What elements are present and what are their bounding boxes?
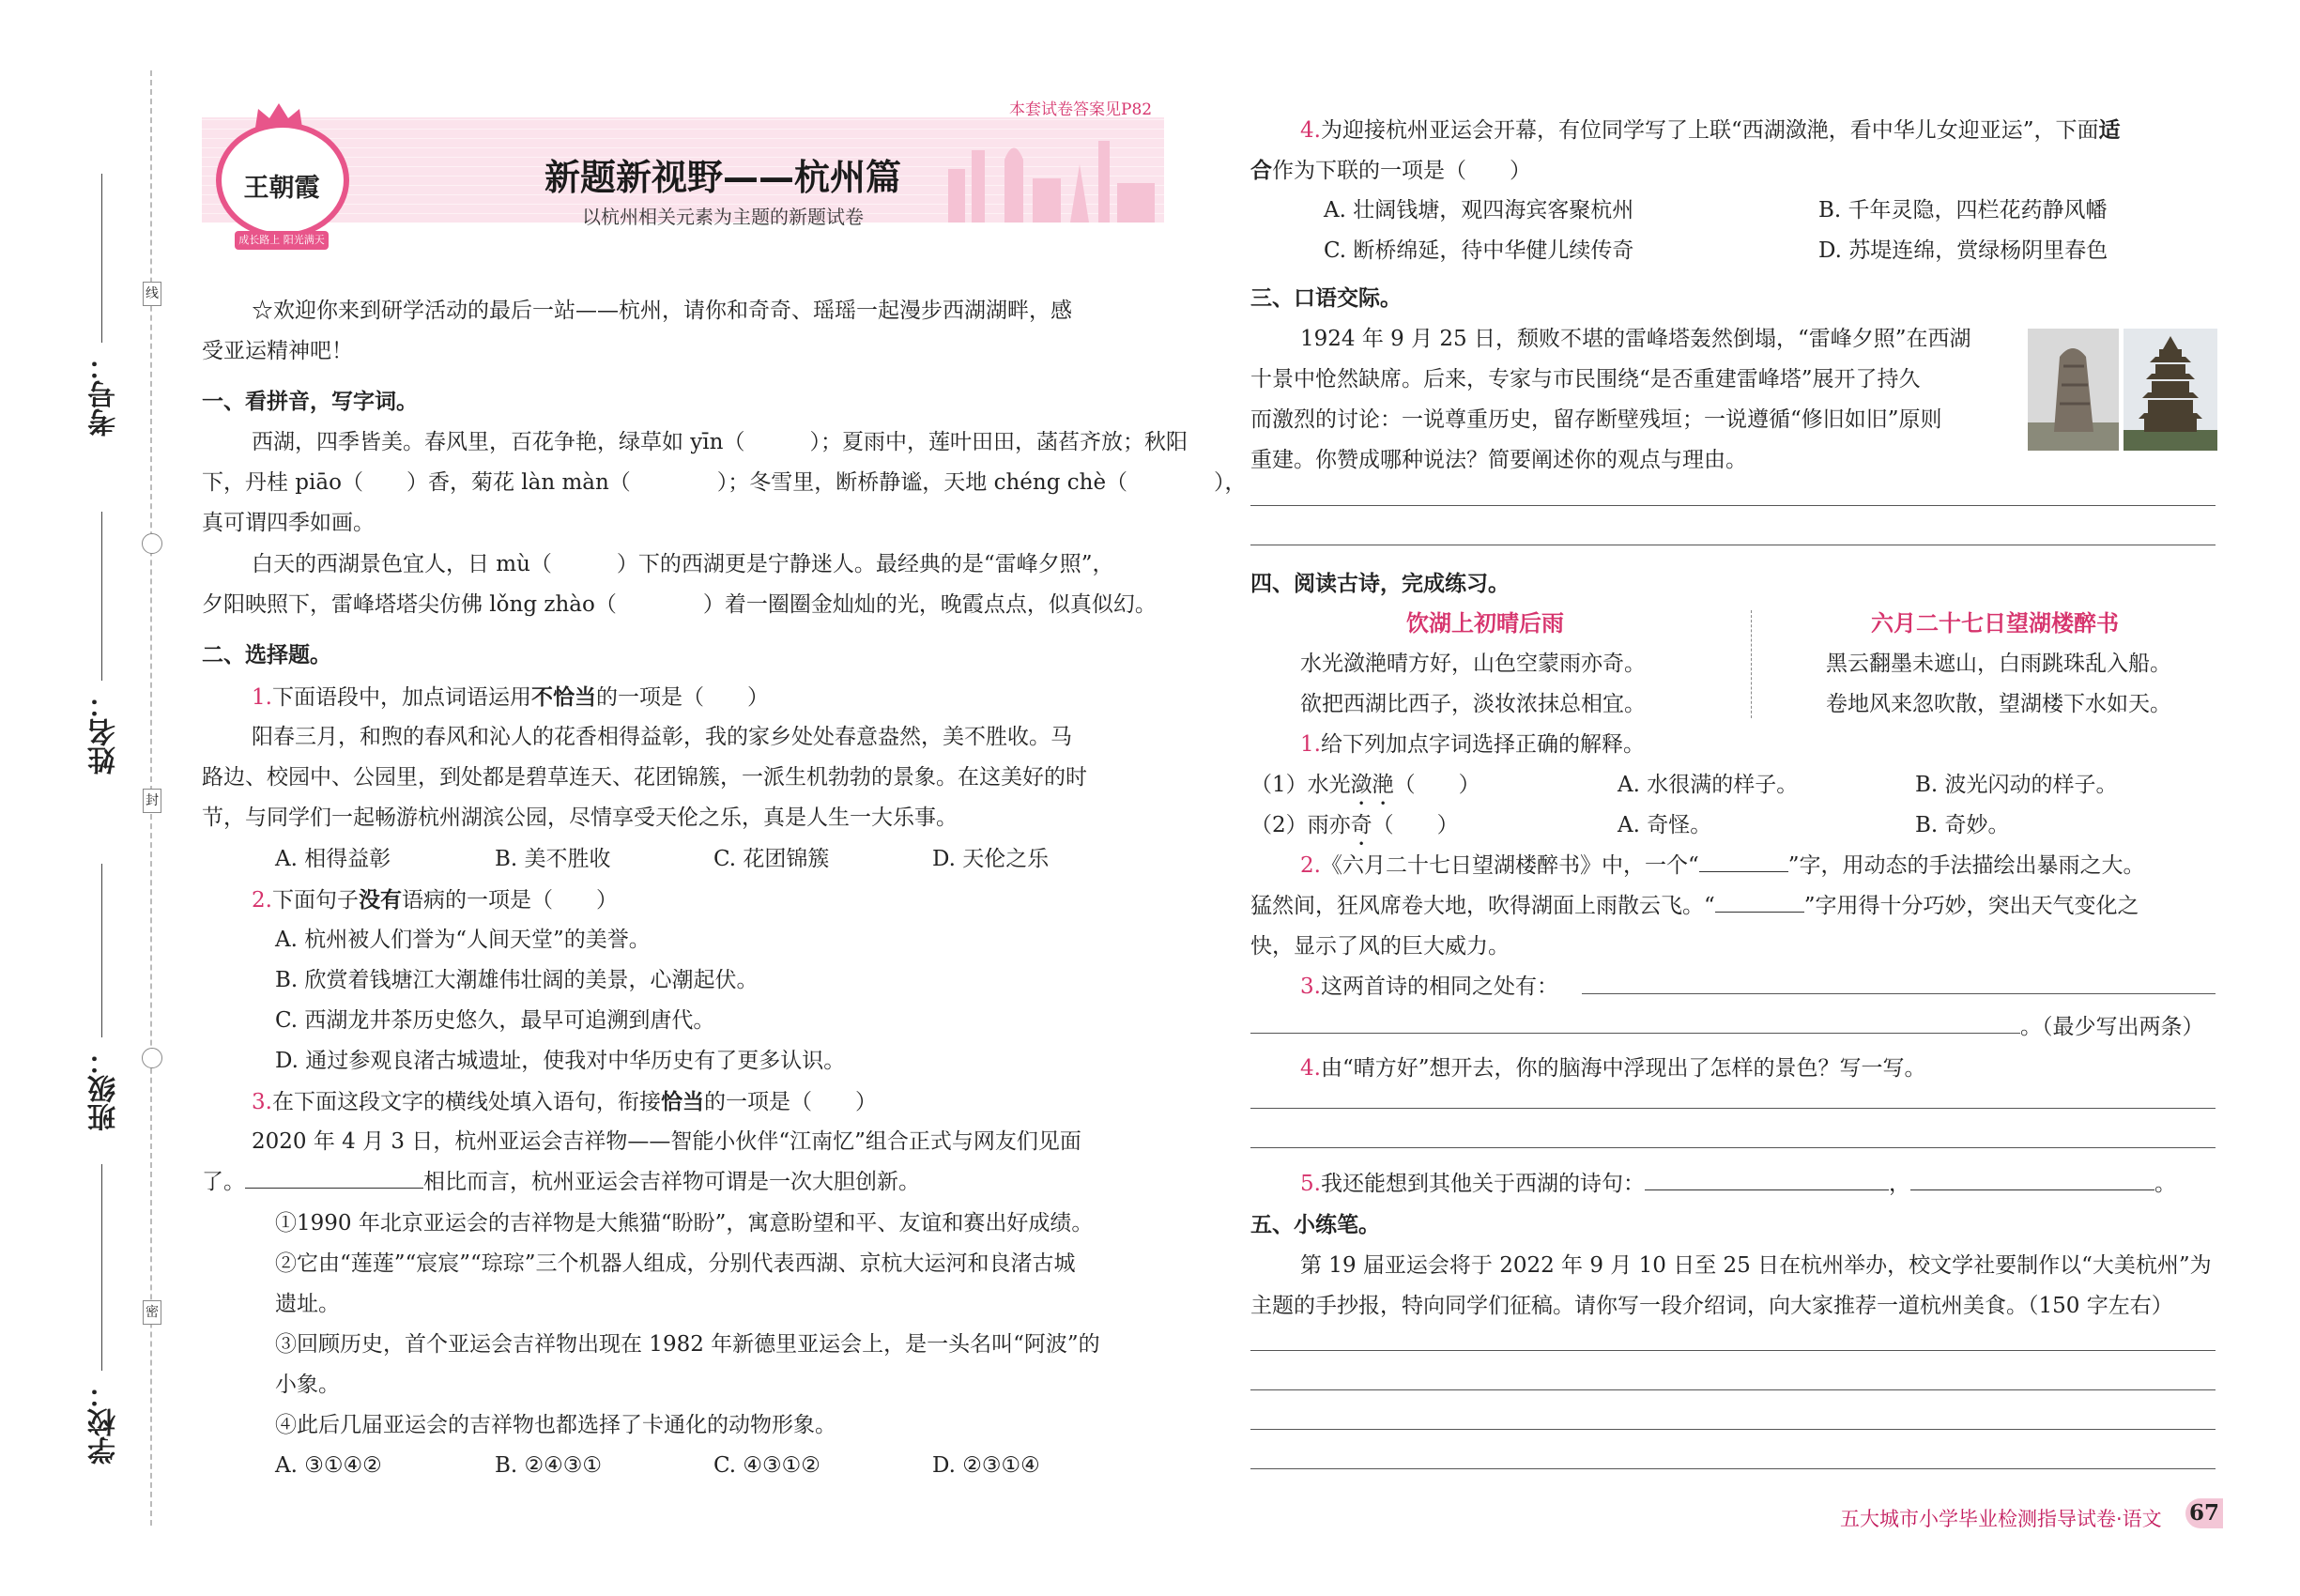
s4-q2-line3: 快，显示了风的巨大威力。 xyxy=(1250,934,1510,959)
s3-para-4: 重建。你赞成哪种说法？简要阐述你的观点与理由。 xyxy=(1250,448,1747,472)
s2-q1-para-2: 路边、校园中、公园里，到处都是碧草连天、花团锦簇，一派生机勃勃的景象。在这美好的时 xyxy=(202,765,1087,790)
label-banji: 班级： xyxy=(88,1047,121,1131)
s1-p2-line1: 白天的西湖景色宜人，日 mù（ ）下的西湖更是宁静迷人。最经典的是“雷峰夕照”， xyxy=(252,552,1114,576)
text: 。 xyxy=(2154,1172,2176,1196)
section3-title: 三、口语交际。 xyxy=(1250,286,1402,311)
banji-line xyxy=(101,864,102,1037)
option-c[interactable]: C. ④③①② xyxy=(713,1453,820,1478)
poem2-line1: 黑云翻墨未遮山，白雨跳珠乱入船。 xyxy=(1826,652,2171,676)
q-number: 1. xyxy=(1300,732,1321,757)
option-a[interactable]: A. 水很满的样子。 xyxy=(1618,773,1799,797)
s4-q1-stem xyxy=(1300,725,1645,765)
option-a[interactable]: A. 奇怪。 xyxy=(1618,813,1712,837)
s2-q3-item-1: ①1990 年北京亚运会的吉祥物是大熊猫“盼盼”，寓意盼望和平、友谊和赛出好成绩。 xyxy=(275,1211,1094,1235)
logo-text: 王朝霞 xyxy=(243,174,320,203)
page-subtitle: 以杭州相关元素为主题的新题试卷 xyxy=(582,206,864,228)
text: ”字，用动态的手法描绘出暴雨之大。 xyxy=(1787,853,2145,878)
answer-note: 本套试卷答案见P82 xyxy=(1009,100,1153,119)
xuexiao-line xyxy=(101,1164,102,1371)
s2-q3-para-2 xyxy=(202,1162,920,1203)
logo-badge xyxy=(208,101,349,246)
text: 这两首诗的相同之处有： xyxy=(1320,974,1558,999)
text: 猛然间，狂风席卷大地，吹得湖面上雨散云飞。“ xyxy=(1250,894,1715,918)
stem-bold: 不恰当 xyxy=(530,684,596,710)
answer-line[interactable] xyxy=(1250,505,2216,506)
text: （1）水光 xyxy=(1250,773,1351,797)
s5-para-2: 主题的手抄报，特向同学们征稿。请你写一段介绍词，向大家推荐一道杭州美食。（150 字左右） xyxy=(1250,1294,2173,1318)
s2-q3-stem xyxy=(252,1082,877,1123)
poem2-title: 六月二十七日望湖楼醉书 xyxy=(1871,610,2119,637)
label-xingming: 姓名： xyxy=(88,690,121,775)
poem-divider xyxy=(1751,610,1752,718)
s4-q2-line1 xyxy=(1300,846,2144,886)
stem-text: 下面句子 xyxy=(271,888,359,913)
answer-paren[interactable]: （ ） xyxy=(1372,813,1459,837)
stem-bold: 适 xyxy=(2098,117,2121,143)
q-number: 4. xyxy=(1300,1056,1321,1081)
answer-line[interactable] xyxy=(1250,1033,2020,1034)
option-a[interactable]: A. ③①④② xyxy=(275,1453,382,1478)
poem1-line1: 水光潋滟晴方好，山色空蒙雨亦奇。 xyxy=(1300,652,1646,676)
poem1-title: 饮湖上初晴后雨 xyxy=(1406,610,1564,637)
section4-title: 四、阅读古诗，完成练习。 xyxy=(1250,572,1510,596)
binding-hole-1 xyxy=(142,533,162,554)
kaohao-line xyxy=(101,174,102,343)
seal-mi: 密 xyxy=(143,1300,161,1325)
stem-text-end: 的一项是（ ） xyxy=(595,685,769,710)
stem-text-end: 语病的一项是（ ） xyxy=(401,888,618,913)
poem1-line2: 欲把西湖比西子，淡妆浓抹总相宜。 xyxy=(1300,692,1646,716)
fill-blank[interactable] xyxy=(1645,1171,1889,1190)
option-b[interactable]: B. 千年灵隐，四栏花药静风幡 xyxy=(1818,198,2108,223)
text: 给下列加点字词选择正确的解释。 xyxy=(1320,732,1645,757)
fill-blank[interactable] xyxy=(1715,893,1804,913)
option-b[interactable]: B. ②④③① xyxy=(495,1453,603,1478)
stem-text: 下面语段中，加点词语运用 xyxy=(271,685,531,710)
s2-q3-item-2b: 遗址。 xyxy=(275,1292,340,1316)
s5-para-1: 第 19 届亚运会将于 2022 年 9 月 10 日至 25 日在杭州举办，校文学社要制作以“大美杭州”为 xyxy=(1300,1253,2212,1278)
text: 相比而言，杭州亚运会吉祥物可谓是一次大胆创新。 xyxy=(423,1170,920,1194)
option-d[interactable]: D. ②③①④ xyxy=(932,1453,1040,1478)
text: 为迎接杭州亚运会开幕，有位同学写了上联“西湖潋滟，看中华儿女迎亚运”，下面 xyxy=(1320,118,2099,143)
text: ， xyxy=(1888,1172,1910,1196)
q-number: 3. xyxy=(1300,974,1321,999)
seal-feng: 封 xyxy=(143,789,161,813)
stem-bold: 没有 xyxy=(358,887,402,913)
option-a[interactable]: A. 杭州被人们誉为“人间天堂”的美誉。 xyxy=(275,928,651,952)
option-b[interactable]: B. 奇妙。 xyxy=(1915,813,2010,837)
option-c[interactable]: C. 花团锦簇 xyxy=(713,847,830,871)
s4-q2-line2 xyxy=(1250,886,2139,927)
option-c[interactable]: C. 西湖龙井茶历史悠久，最早可追溯到唐代。 xyxy=(275,1008,715,1033)
s4-q1-row2 xyxy=(1250,806,1459,851)
s3-para-1: 1924 年 9 月 25 日，颓败不堪的雷峰塔轰然倒塌，“雷峰夕照”在西湖 xyxy=(1300,327,1971,351)
text: 我还能想到其他关于西湖的诗句： xyxy=(1320,1172,1645,1196)
q4-stem-line1 xyxy=(1300,110,2120,151)
stem-text: 在下面这段文字的横线处填入语句，衔接 xyxy=(271,1090,661,1114)
s2-q1-para-1: 阳春三月，和煦的春风和沁人的花香相得益彰，我的家乡处处春意盎然，美不胜收。马 xyxy=(252,725,1072,749)
stem-text-end: 的一项是（ ） xyxy=(703,1090,877,1114)
stem-bold: 合 xyxy=(1250,158,1272,183)
s1-p1-line1: 西湖，四季皆美。春风里，百花争艳，绿草如 yīn（ ）；夏雨中，莲叶田田，菡萏齐放；秋阳 xyxy=(252,430,1188,454)
text: 了。 xyxy=(202,1170,245,1194)
seal-xian: 线 xyxy=(143,282,161,306)
q-number: 1. xyxy=(252,685,272,710)
s4-q1-row1 xyxy=(1250,765,1480,810)
section1-title: 一、看拼音，写字词。 xyxy=(202,390,418,414)
page-title: 新题新视野——杭州篇 xyxy=(544,157,901,198)
logo-tag: 成长路上 阳光满天 xyxy=(235,231,329,250)
answer-line[interactable] xyxy=(1250,1350,2216,1351)
label-xuexiao: 学校： xyxy=(88,1380,121,1465)
text: 由“晴方好”想开去，你的脑海中浮现出了怎样的景色？写一写。 xyxy=(1320,1056,1926,1081)
s3-para-3: 而激烈的讨论：一说尊重历史，留存断壁残垣；一说遵循“修旧如旧”原则 xyxy=(1250,407,1942,432)
option-b[interactable]: B. 欣赏着钱塘江大潮雄伟壮阔的美景，心潮起伏。 xyxy=(275,968,759,992)
answer-paren[interactable]: （ ） xyxy=(1393,773,1480,797)
dotted-word: 潋滟 xyxy=(1350,773,1394,797)
xingming-line xyxy=(101,512,102,681)
option-c[interactable]: C. 断桥绵延，待中华健儿续传奇 xyxy=(1324,238,1634,263)
s3-para-2: 十景中怆然缺席。后来，专家与市民围绕“是否重建雷峰塔”展开了持久 xyxy=(1250,367,1921,391)
q4-stem-line2 xyxy=(1250,150,1531,192)
stem-bold: 恰当 xyxy=(660,1089,704,1114)
rebuilt-pagoda-photo xyxy=(2124,329,2217,451)
text: 作为下联的一项是（ ） xyxy=(1272,159,1531,183)
fill-blank[interactable] xyxy=(245,1169,423,1189)
s4-q3-stem xyxy=(1300,967,1558,1007)
binding-hole-2 xyxy=(142,1048,162,1068)
fill-blank[interactable] xyxy=(1910,1171,2154,1190)
dotted-word: 奇 xyxy=(1350,813,1372,837)
s4-q4-stem xyxy=(1300,1049,1925,1089)
option-d[interactable]: D. 苏堤连绵，赏绿杨阴里春色 xyxy=(1818,238,2108,263)
option-b[interactable]: B. 美不胜收 xyxy=(495,847,611,871)
answer-line[interactable] xyxy=(1250,1108,2216,1109)
text: ”字用得十分巧妙，突出天气变化之 xyxy=(1803,894,2139,918)
s2-q3-item-2: ②它由“莲莲”“宸宸”“琮琮”三个机器人组成，分别代表西湖、京杭大运河和良渚古城 xyxy=(275,1251,1076,1276)
q-number: 2. xyxy=(252,888,272,913)
s1-p1-line3: 真可谓四季如画。 xyxy=(202,511,375,535)
option-b[interactable]: B. 波光闪动的样子。 xyxy=(1915,773,2118,797)
s2-q1-para-3: 节，与同学们一起畅游杭州湖滨公园，尽情享受天伦之乐，真是人生一大乐事。 xyxy=(202,806,958,830)
s1-p2-line2: 夕阳映照下，雷峰塔塔尖仿佛 lǒng zhào（ ）着一圈圈金灿灿的光，晚霞点点，似真似幻。 xyxy=(202,592,1157,617)
s2-q2-stem xyxy=(252,880,618,921)
answer-line[interactable] xyxy=(1250,1468,2216,1469)
option-d[interactable]: D. 天伦之乐 xyxy=(932,847,1050,871)
page-number: 67 xyxy=(2185,1498,2223,1528)
text: （2）雨亦 xyxy=(1250,813,1351,837)
option-a[interactable]: A. 相得益彰 xyxy=(275,847,391,871)
s4-q3-tail: 。（最少写出两条） xyxy=(2020,1015,2204,1039)
q-number: 5. xyxy=(1300,1172,1321,1196)
q-number: 3. xyxy=(252,1090,272,1114)
section5-title: 五、小练笔。 xyxy=(1250,1213,1380,1237)
option-a[interactable]: A. 壮阔钱塘，观四海宾客聚杭州 xyxy=(1324,198,1634,223)
q-number: 4. xyxy=(1300,118,1321,143)
section2-title: 二、选择题。 xyxy=(202,643,331,668)
poem2-line2: 卷地风来忽吹散，望湖楼下水如天。 xyxy=(1826,692,2171,716)
answer-line[interactable] xyxy=(1250,1429,2216,1430)
footer-title: 五大城市小学毕业检测指导试卷·语文 xyxy=(1840,1508,2162,1530)
s4-q5-stem xyxy=(1300,1164,2176,1205)
s2-q3-item-4: ④此后几届亚运会的吉祥物也都选择了卡通化的动物形象。 xyxy=(275,1413,836,1437)
s2-q3-item-3b: 小象。 xyxy=(275,1373,340,1397)
label-kaohao: 考号： xyxy=(88,352,121,437)
answer-line[interactable] xyxy=(1250,1389,2216,1390)
intro-line-2: 受亚运精神吧！ xyxy=(202,339,353,363)
s2-q3-para-1: 2020 年 4 月 3 日，杭州亚运会吉祥物——智能小伙伴“江南忆”组合正式与网友们见面 xyxy=(252,1129,1081,1154)
q-number: 2. xyxy=(1300,853,1321,878)
ruined-pagoda-photo xyxy=(2028,329,2119,451)
fill-blank[interactable] xyxy=(1699,852,1788,872)
s2-q3-item-3: ③回顾历史，首个亚运会吉祥物出现在 1982 年新德里亚运会上，是一头名叫“阿波”的 xyxy=(275,1332,1100,1357)
intro-line-1: ☆欢迎你来到研学活动的最后一站——杭州，请你和奇奇、瑶瑶一起漫步西湖湖畔，感 xyxy=(252,299,1072,323)
s2-q1-stem xyxy=(252,677,769,718)
option-d[interactable]: D. 通过参观良渚古城遗址，使我对中华历史有了更多认识。 xyxy=(275,1049,846,1073)
answer-line[interactable] xyxy=(1582,993,2216,994)
text: 《六月二十七日望湖楼醉书》中，一个“ xyxy=(1320,853,1699,878)
answer-line[interactable] xyxy=(1250,1147,2216,1148)
s1-p1-line2: 下，丹桂 piāo（ ）香，菊花 làn màn（ ）；冬雪里，断桥静谧，天地 chéng chè（ ）， xyxy=(202,470,1247,495)
